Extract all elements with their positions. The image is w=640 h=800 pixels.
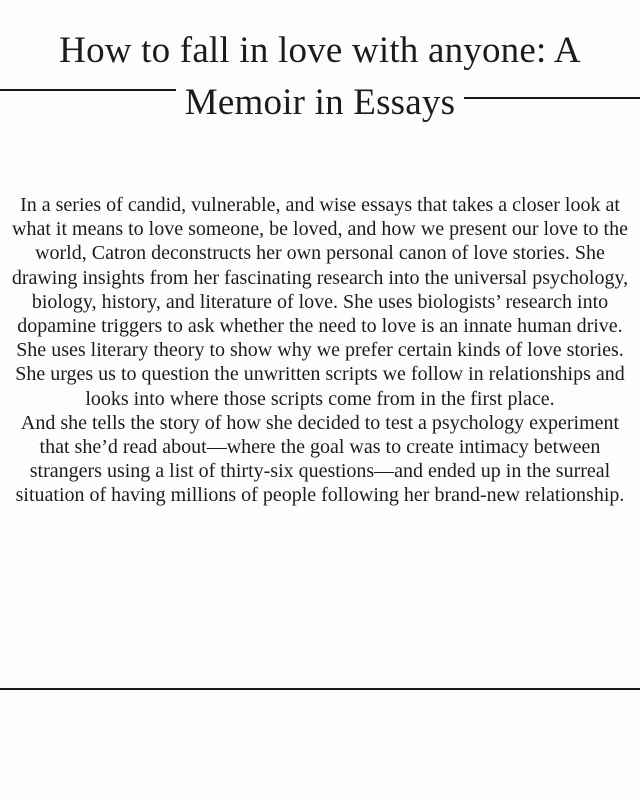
bottom-divider xyxy=(0,688,640,690)
book-title xyxy=(0,28,640,128)
book-title-line-1: How to fall in love with anyone: A xyxy=(59,30,581,71)
book-title-line-2: Memoir in Essays xyxy=(184,82,456,123)
description-paragraph-1: In a series of candid, vulnerable, and wise essays that takes a closer look at what it means to love someone, be loved, and how we present our love to the world, Catron deconstructs her own personal canon of love stories. She drawing insights from her fascinating research into the universal psychology, biology, history, and literature of love. She uses biologists’ research into dopamine triggers to ask whether the need to love is an innate human drive. She uses literary theory to show why we prefer certain kinds of love stories. She urges us to question the unwritten scripts we follow in relationships and looks into where those scripts come from in the first place. xyxy=(11,194,629,410)
description-paragraph-2: And she tells the story of how she decided to test a psychology experiment that she’d read about—where the goal was to create intimacy between strangers using a list of thirty-six questions—and ended up in the surreal situation of having millions of people following her brand-new relationship. xyxy=(15,411,625,507)
book-description xyxy=(8,193,632,508)
